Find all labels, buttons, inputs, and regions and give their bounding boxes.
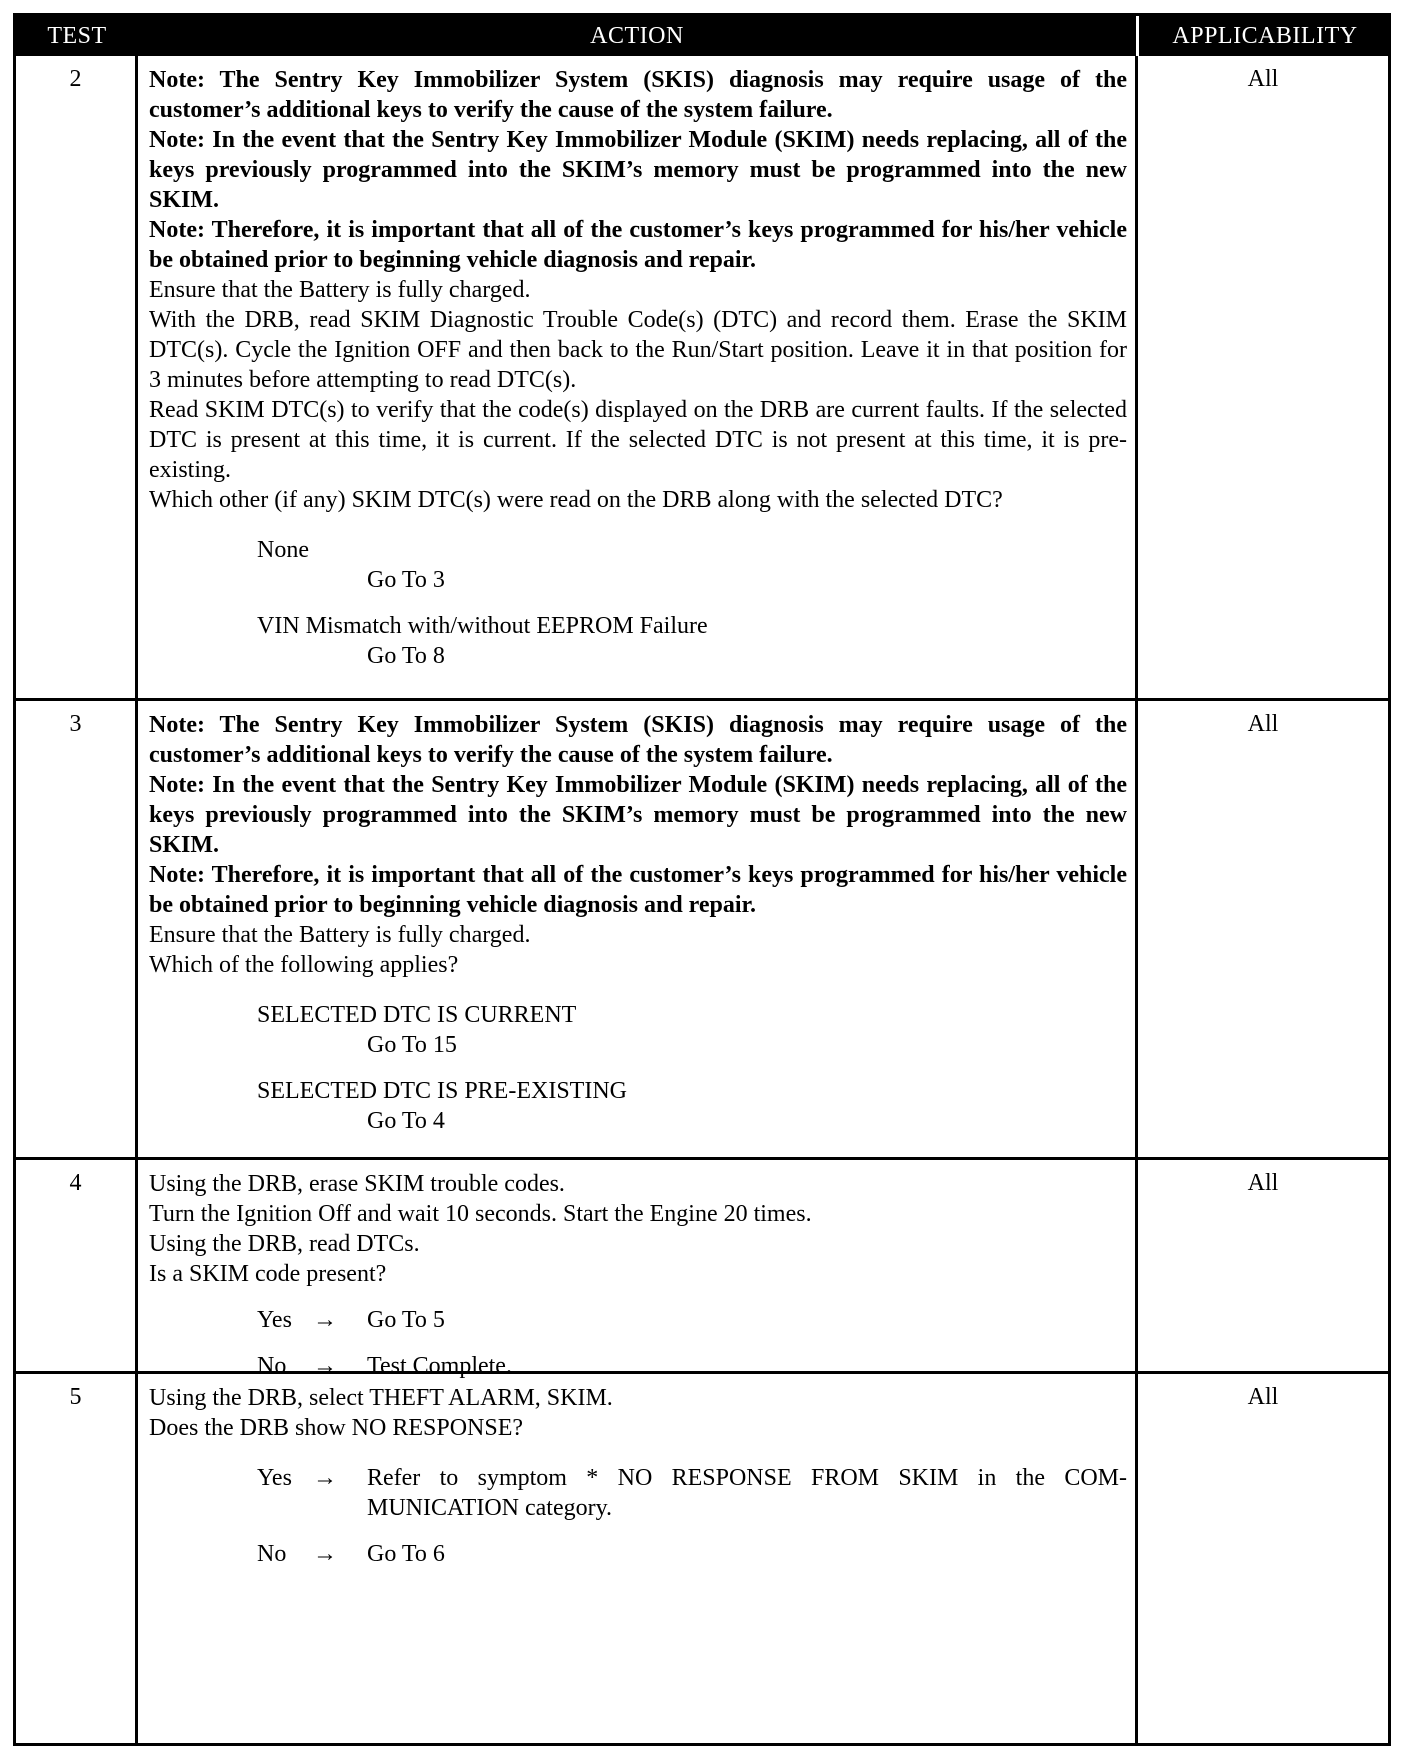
goto-link[interactable]: Go To 4: [367, 1108, 445, 1134]
instruction-text: Using the DRB, select THEFT ALARM, SKIM.: [149, 1385, 613, 1411]
result-text: Refer to symptom * NO RESPONSE FROM SKIM in the COM-MUNICATION category.: [367, 1465, 1127, 1521]
table-row: [16, 1160, 1388, 1379]
question-text: Which of the following applies?: [149, 952, 459, 978]
answer-yes: [257, 1463, 1127, 1523]
answer-label: No: [257, 1353, 287, 1379]
question-text: Is a SKIM code present?: [149, 1261, 387, 1287]
table-row: [16, 1374, 1388, 1743]
action-cell: [141, 701, 1138, 1157]
test-number: 3: [16, 701, 138, 1157]
answer-label: Yes: [257, 1307, 292, 1333]
goto-link[interactable]: Go To 6: [367, 1541, 445, 1567]
test-number: 4: [16, 1160, 138, 1371]
arrow-icon: →: [313, 1353, 337, 1379]
applicability-value: All: [1247, 711, 1279, 737]
question-text: Which other (if any) SKIM DTC(s) were read on the DRB along with the selected DTC?: [149, 487, 1003, 513]
header-test: TEST: [47, 23, 107, 49]
result-text: Test Complete.: [367, 1353, 512, 1379]
action-cell: [141, 1160, 1138, 1379]
goto-link[interactable]: Go To 5: [367, 1307, 445, 1333]
option-label: None: [257, 537, 309, 563]
instruction-text: Using the DRB, erase SKIM trouble codes.: [149, 1171, 565, 1197]
instruction-text: Using the DRB, read DTCs.: [149, 1231, 420, 1257]
table-row: [16, 701, 1388, 1160]
option-label: VIN Mismatch with/without EEPROM Failure: [257, 613, 708, 639]
note-text: Note: Therefore, it is important that all of the customer’s keys programmed for his/her vehicle be obtained prior to beginning vehicle diagnosis and repair.: [149, 862, 1127, 918]
instruction-text: Turn the Ignition Off and wait 10 seconds. Start the Engine 20 times.: [149, 1201, 812, 1227]
table-header: [16, 16, 1388, 56]
action-cell: [141, 56, 1138, 698]
note-text: Note: The Sentry Key Immobilizer System (SKIS) diagnosis may require usage of the customer’s additional keys to verify the cause of the system failure.: [149, 712, 1127, 768]
question-text: Does the DRB show NO RESPONSE?: [149, 1415, 524, 1441]
applicability-value: All: [1247, 1170, 1279, 1196]
note-text: Note: In the event that the Sentry Key Immobilizer Module (SKIM) needs replacing, all of the keys previously programmed into the SKIM’s memory must be programmed into the new SKIM.: [149, 772, 1127, 858]
applicability-value: All: [1247, 1384, 1279, 1410]
header-action: ACTION: [590, 23, 684, 49]
header-applicability: APPLICABILITY: [1136, 16, 1391, 56]
table-row: [16, 56, 1388, 701]
arrow-icon: →: [313, 1465, 337, 1491]
action-cell: [141, 1374, 1138, 1743]
goto-link[interactable]: Go To 3: [367, 567, 445, 593]
diagnostic-table: [13, 13, 1391, 1746]
instruction-text: Ensure that the Battery is fully charged.: [149, 277, 531, 303]
instruction-text: With the DRB, read SKIM Diagnostic Trouble Code(s) (DTC) and record them. Erase the SKIM DTC(s). Cycle the Ignition OFF and then back to the Run/Start position. Leave it in that position for 3 minutes before attempting to read DTC(s).: [149, 307, 1127, 393]
goto-link[interactable]: Go To 15: [367, 1032, 457, 1058]
option-label: SELECTED DTC IS PRE-EXISTING: [257, 1078, 627, 1104]
test-number: 2: [16, 56, 138, 698]
arrow-icon: →: [313, 1541, 337, 1567]
note-text: Note: The Sentry Key Immobilizer System (SKIS) diagnosis may require usage of the customer’s additional keys to verify the cause of the system failure.: [149, 67, 1127, 123]
answer-label: No: [257, 1541, 287, 1567]
instruction-text: Ensure that the Battery is fully charged.: [149, 922, 531, 948]
applicability-value: All: [1247, 66, 1279, 92]
arrow-icon: →: [313, 1307, 337, 1333]
answer-no: [257, 1539, 1127, 1569]
answer-label: Yes: [257, 1465, 292, 1491]
test-number: 5: [16, 1374, 138, 1743]
note-text: Note: Therefore, it is important that all of the customer’s keys programmed for his/her vehicle be obtained prior to beginning vehicle diagnosis and repair.: [149, 217, 1127, 273]
instruction-text: Read SKIM DTC(s) to verify that the code(s) displayed on the DRB are current faults. If the selected DTC is present at this time, it is current. If the selected DTC is not present at this time, it is pre-existing.: [149, 397, 1127, 483]
answer-yes: [257, 1305, 1127, 1335]
note-text: Note: In the event that the Sentry Key Immobilizer Module (SKIM) needs replacing, all of the keys previously programmed into the SKIM’s memory must be programmed into the new SKIM.: [149, 127, 1127, 213]
goto-link[interactable]: Go To 8: [367, 643, 445, 669]
option-label: SELECTED DTC IS CURRENT: [257, 1002, 577, 1028]
